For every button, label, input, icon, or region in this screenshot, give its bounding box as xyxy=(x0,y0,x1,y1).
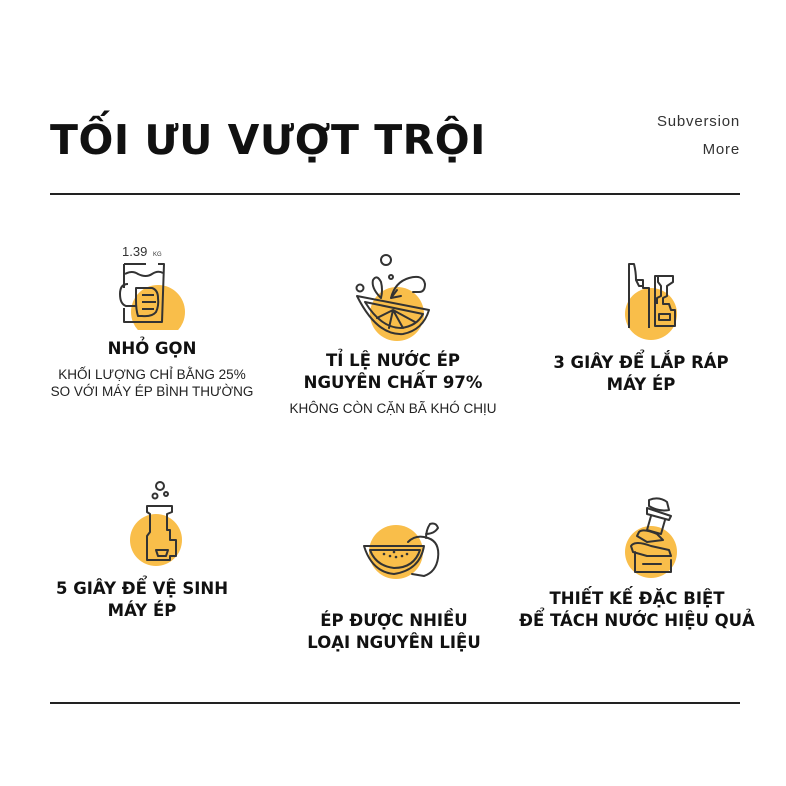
feature-description: KHÔNG CÒN CẶN BÃ KHÓ CHỊU xyxy=(289,401,497,416)
feature-title: THIẾT KẾ ĐẶC BIỆT ĐỂ TÁCH NƯỚC HIỆU QUẢ xyxy=(519,589,755,630)
feature-assembly xyxy=(511,254,771,396)
hand-holding-glass-icon xyxy=(102,240,202,330)
juicer-screw-icon xyxy=(587,490,687,580)
feature-juice-ratio xyxy=(263,252,523,417)
feature-title: 3 GIÂY ĐỂ LẮP RÁP MÁY ÉP xyxy=(553,353,729,394)
top-divider xyxy=(50,193,740,195)
feature-multi-ingredient xyxy=(264,506,524,654)
orange-slice-splash-icon xyxy=(343,252,443,342)
watermelon-apple-icon xyxy=(344,506,444,596)
feature-compact xyxy=(22,240,282,400)
feature-title: NHỎ GỌN xyxy=(107,339,197,358)
weight-label: 1.39 xyxy=(122,244,148,259)
more-link[interactable]: More xyxy=(702,141,740,158)
feature-title: TỈ LỆ NƯỚC ÉP NGUYÊN CHẤT 97% xyxy=(303,351,483,392)
header-links xyxy=(657,112,740,168)
cleaning-bottle-bubbles-icon xyxy=(92,480,192,570)
feature-title: 5 GIÂY ĐỂ VỆ SINH MÁY ÉP xyxy=(55,579,229,620)
subversion-link[interactable]: Subversion xyxy=(656,113,740,130)
feature-cleaning xyxy=(12,480,272,622)
feature-title: ÉP ĐƯỢC NHIỀU LOẠI NGUYÊN LIỆU xyxy=(307,611,481,652)
juicer-parts-icon xyxy=(591,254,691,344)
feature-description: KHỐI LƯỢNG CHỈ BẰNG 25% SO VỚI MÁY ÉP BÌNH THƯỜNG xyxy=(50,367,254,399)
weight-unit: KG xyxy=(153,252,162,258)
bottom-divider xyxy=(50,702,740,704)
page-title: TỐI ƯU VƯỢT TRỘI xyxy=(50,116,486,164)
feature-special-design xyxy=(507,490,767,632)
